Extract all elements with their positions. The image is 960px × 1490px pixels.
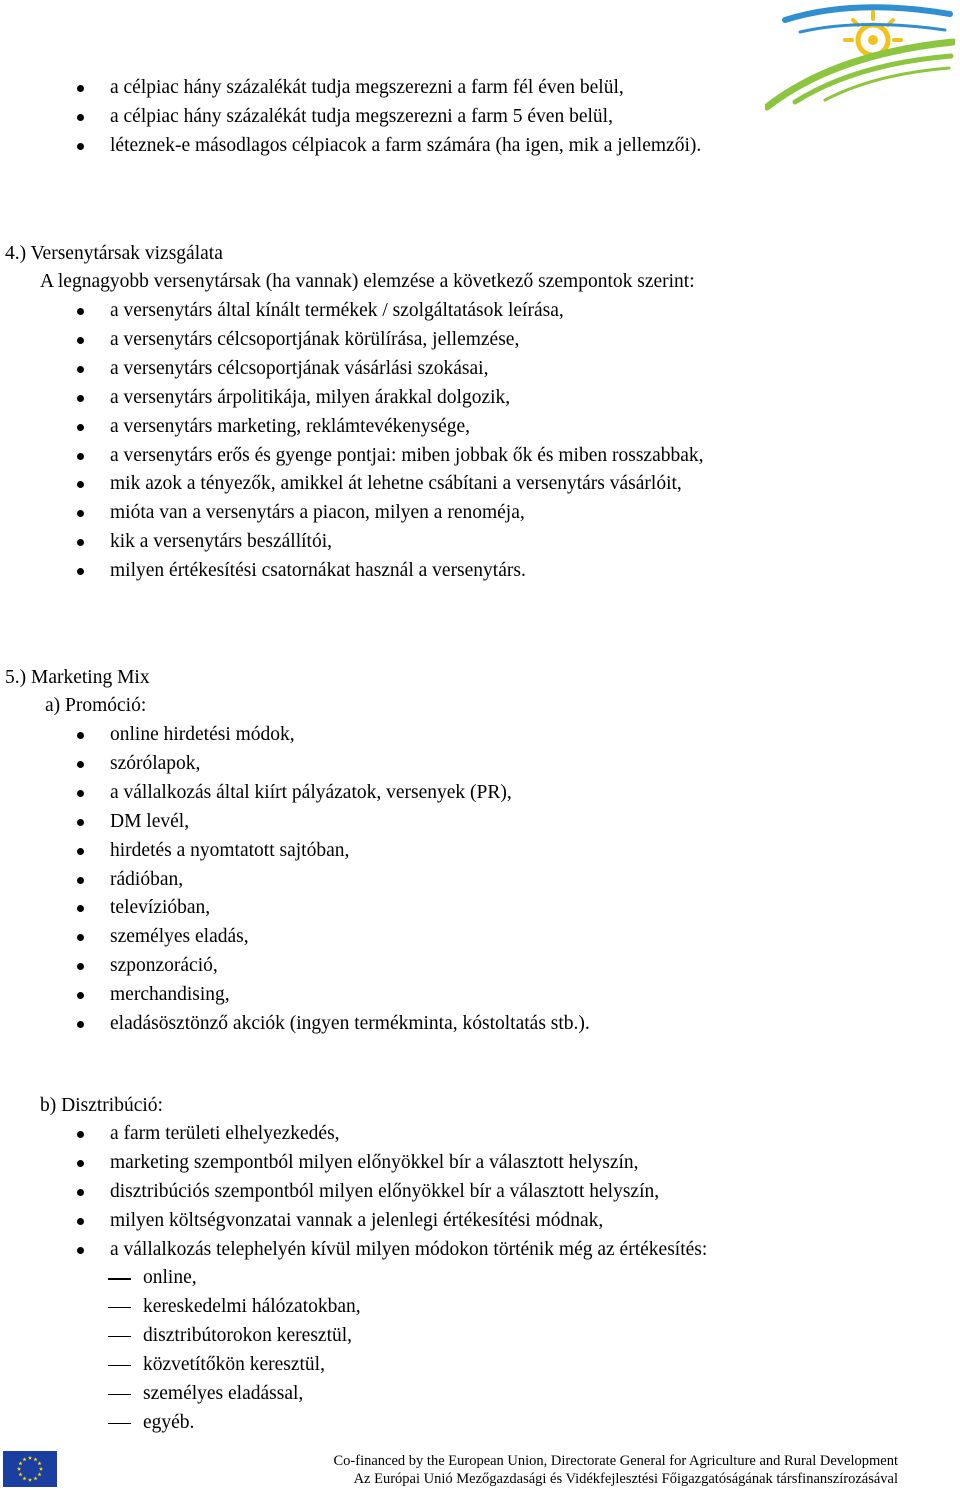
competitor-bullet-mark [77, 568, 84, 575]
footer-line-en: Co-financed by the European Union, Directorate General for Agriculture and Rural Development [333, 1453, 898, 1469]
distrib-channel-item: kereskedelmi hálózatokban, [143, 1295, 361, 1317]
distrib-bullet-mark [77, 1247, 84, 1254]
promo-item: merchandising, [110, 984, 230, 1006]
competitor-item: a versenytárs marketing, reklámtevékenysége, [110, 415, 471, 437]
competitor-bullet-mark [77, 395, 84, 402]
distrib-item: milyen költségvonzatai vannak a jelenlegi értékesítési módnak, [110, 1209, 604, 1231]
distrib-bullet-mark [77, 1160, 84, 1167]
promo-item: hirdetés a nyomtatott sajtóban, [110, 839, 350, 861]
intro-item: a célpiac hány százalékát tudja megszerezni a farm 5 éven belül, [110, 106, 613, 127]
distrib-bullet-mark [77, 1189, 84, 1196]
competitor-bullet-mark [77, 481, 84, 488]
promo-item: személyes eladás, [110, 926, 249, 948]
distrib-channel-item: egyéb. [143, 1411, 195, 1433]
section4-heading: 4.) Versenytársak vizsgálata [5, 243, 223, 264]
footer-line-hu: Az Európai Unió Mezőgazdasági és Vidékfejlesztési Főigazgatóságának társfinanszírozásával [353, 1471, 898, 1487]
competitor-bullet-mark [77, 424, 84, 431]
competitor-item: a versenytárs erős és gyenge pontjai: miben jobbak ők és miben rosszabbak, [110, 444, 704, 466]
distrib-channel-item: online, [143, 1267, 197, 1288]
competitor-bullet-mark [77, 539, 84, 546]
promo-item: online hirdetési módok, [110, 724, 295, 745]
intro-bullet-mark [77, 114, 84, 121]
section4-intro: A legnagyobb versenytársak (ha vannak) elemzése a következő szempontok szerint: [40, 271, 695, 292]
promo-item: szponzoráció, [110, 955, 218, 977]
promo-item: rádióban, [110, 868, 184, 890]
promo-bullet-mark [77, 963, 84, 970]
competitor-bullet-mark [77, 308, 84, 315]
promo-bullet-mark [77, 819, 84, 826]
intro-bullet-mark [77, 85, 84, 92]
distrib-channel-item: disztribútorokon keresztül, [143, 1324, 353, 1346]
competitor-bullet-mark [77, 366, 84, 373]
competitor-item: milyen értékesítési csatornákat használ a versenytárs. [110, 560, 526, 582]
promo-item: eladásösztönző akciók (ingyen termékminta, kóstoltatás stb.). [110, 1013, 590, 1034]
distrib-channel-dash-mark [108, 1394, 131, 1396]
promo-bullet-mark [77, 1021, 84, 1028]
distrib-channel-dash-mark [108, 1307, 131, 1309]
competitor-item: a versenytárs célcsoportjának körülírása, jellemzése, [110, 328, 520, 350]
intro-item: a célpiac hány százalékát tudja megszerezni a farm fél éven belül, [110, 77, 624, 98]
distrib-item: a farm területi elhelyezkedés, [110, 1123, 340, 1144]
promo-bullet-mark [77, 732, 84, 739]
competitor-item: a versenytárs célcsoportjának vásárlási szokásai, [110, 357, 489, 379]
promo-bullet-mark [77, 934, 84, 941]
sun-field-logo [765, 2, 955, 112]
distrib-channel-dash-mark [108, 1278, 131, 1280]
promo-item: DM levél, [110, 810, 190, 832]
competitor-bullet-mark [77, 510, 84, 517]
distrib-bullet-mark [77, 1218, 84, 1225]
competitor-item: mióta van a versenytárs a piacon, milyen a renoméja, [110, 502, 525, 524]
distrib-channel-item: közvetítőkön keresztül, [143, 1353, 325, 1375]
distrib-item: marketing szempontból milyen előnyökkel bír a választott helyszín, [110, 1151, 639, 1173]
distrib-heading: b) Disztribúció: [40, 1095, 163, 1116]
distrib-channel-dash-mark [108, 1423, 131, 1425]
competitor-item: a versenytárs által kínált termékek / szolgáltatások leírása, [110, 300, 564, 321]
competitor-item: mik azok a tényezők, amikkel át lehetne csábítani a versenytárs vásárlóit, [110, 473, 682, 495]
distrib-item: disztribúciós szempontból milyen előnyökkel bír a választott helyszín, [110, 1180, 660, 1202]
intro-bullet-mark [77, 143, 84, 150]
promo-item: televízióban, [110, 897, 211, 919]
promo-heading: a) Promóció: [45, 695, 147, 716]
competitor-item: kik a versenytárs beszállítói, [110, 531, 333, 553]
distrib-channel-item: személyes eladással, [143, 1382, 304, 1404]
distrib-item: a vállalkozás telephelyén kívül milyen módokon történik még az értékesítés: [110, 1238, 708, 1260]
distrib-channel-dash-mark [108, 1365, 131, 1367]
promo-bullet-mark [77, 905, 84, 912]
promo-item: a vállalkozás által kiírt pályázatok, versenyek (PR), [110, 781, 512, 803]
promo-bullet-mark [77, 877, 84, 884]
distrib-bullet-mark [77, 1131, 84, 1138]
promo-bullet-mark [77, 992, 84, 999]
competitor-bullet-mark [77, 337, 84, 344]
eu-flag-icon [3, 1451, 57, 1487]
promo-item: szórólapok, [110, 752, 201, 774]
promo-bullet-mark [77, 761, 84, 768]
promo-bullet-mark [77, 848, 84, 855]
promo-bullet-mark [77, 790, 84, 797]
distrib-channel-dash-mark [108, 1336, 131, 1338]
intro-item: léteznek-e másodlagos célpiacok a farm számára (ha igen, mik a jellemzői). [110, 135, 702, 156]
competitor-bullet-mark [77, 453, 84, 460]
competitor-item: a versenytárs árpolitikája, milyen árakkal dolgozik, [110, 386, 511, 408]
section5-heading: 5.) Marketing Mix [5, 667, 150, 688]
